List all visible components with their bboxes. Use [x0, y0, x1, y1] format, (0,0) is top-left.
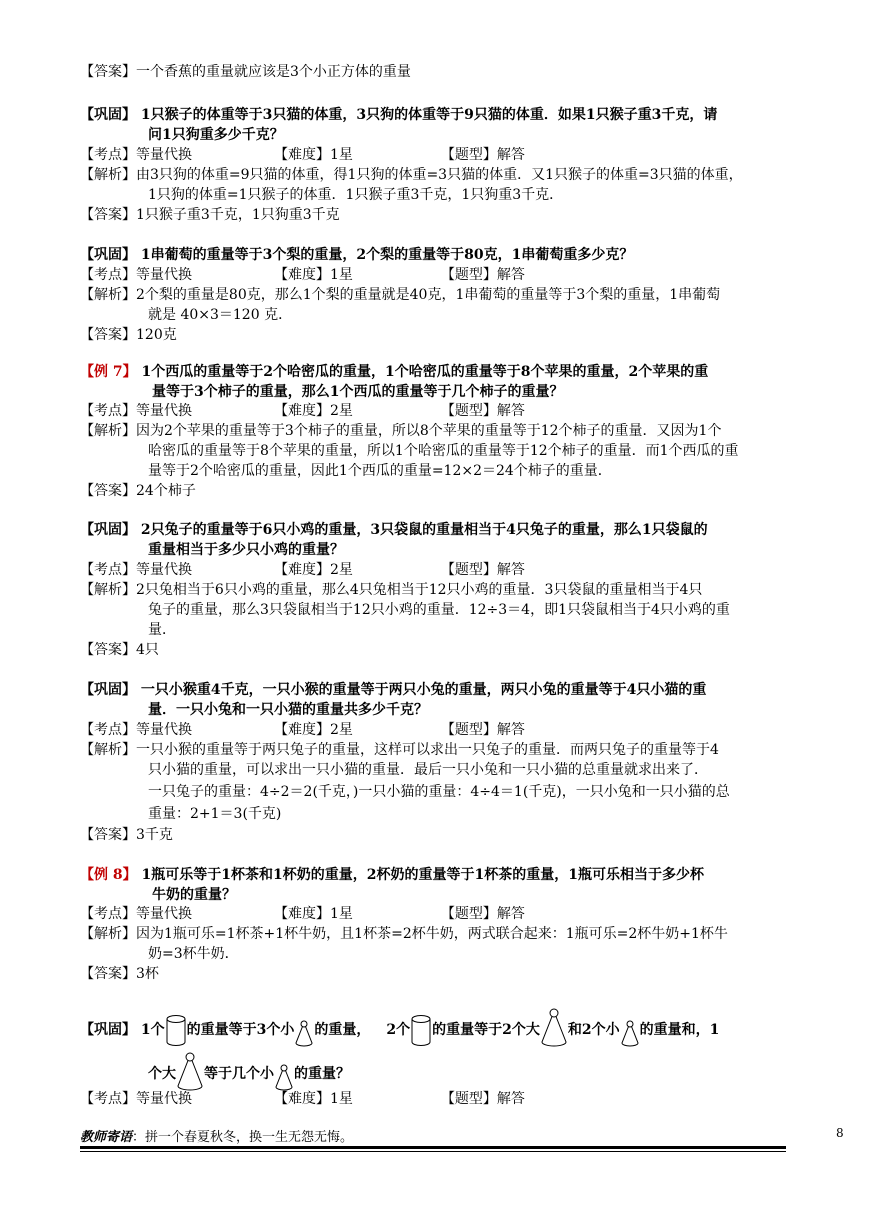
problem-7-question	[80, 1008, 719, 1044]
problem-5-answer	[80, 825, 173, 845]
tixing-label: 【题型】	[440, 147, 497, 163]
kaodian-label: 【考点】	[80, 1091, 136, 1107]
problem-5-analysis-cont	[148, 760, 708, 780]
problem-3-analysis-cont	[148, 441, 739, 461]
problem-3-analysis	[80, 421, 721, 441]
analysis-text: 只小猫的重量，可以求出一只小猫的重量．最后一只小兔和一只小猫的总重量就求出来了．	[148, 762, 708, 778]
problem-4-question-cont	[148, 540, 344, 560]
question-text: 量等于3个柿子的重量，那么1个西瓜的重量等于几个柿子的重量？	[152, 384, 564, 400]
kaodian-value: 等量代换	[136, 562, 192, 578]
gonggu-label: 【巩固】	[80, 682, 136, 698]
footer-rule-thick	[80, 1146, 786, 1149]
nandu-value: 2星	[330, 562, 353, 578]
question-text: 等于几个小	[204, 1066, 274, 1082]
answer-label: 【答案】	[80, 207, 136, 223]
problem-5-analysis-cont	[148, 804, 281, 824]
analysis-text: 因为2个苹果的重量等于3个柿子的重量，所以8个苹果的重量等于12个柿子的重量．又因为1个	[136, 423, 722, 439]
problem-2-analysis-cont	[148, 305, 292, 325]
problem-4-analysis-cont	[148, 600, 730, 620]
jiexi-label: 【解析】	[80, 287, 136, 303]
tixing-value: 解答	[496, 403, 525, 419]
answer-label: 【答案】	[80, 327, 136, 343]
problem-6-question	[80, 865, 704, 885]
question-text: 的重量，	[314, 1022, 371, 1038]
problem-3-meta	[80, 401, 525, 421]
analysis-text: 因为1瓶可乐=1杯茶+1杯牛奶，且1杯茶=2杯牛奶，两式联合起来：1瓶可乐=2杯牛奶+1杯牛	[136, 926, 728, 942]
kaodian-label: 【考点】	[80, 906, 136, 922]
answer-text: 24个柿子	[136, 483, 196, 499]
kaodian-value: 等量代换	[136, 147, 192, 163]
tixing-value: 解答	[496, 906, 525, 922]
footer-rule-thin	[80, 1151, 786, 1152]
problem-1-question	[80, 105, 717, 125]
tixing-label: 【题型】	[440, 722, 497, 738]
problem-3-analysis-cont	[148, 461, 612, 481]
answer-label: 【答案】	[80, 966, 136, 982]
problem-3-answer	[80, 481, 196, 501]
problem-7-meta	[80, 1089, 525, 1109]
problem-2-analysis	[80, 285, 720, 305]
example-tag: 【例 8】	[80, 867, 137, 883]
answer-text: 3杯	[136, 966, 159, 982]
analysis-text: 2个梨的重量是80克，那么1个梨的重量就是40克，1串葡萄的重量等于3个梨的重量，1串葡萄	[136, 287, 721, 303]
problem-5-question-cont	[148, 700, 428, 720]
problem-3-question	[80, 362, 708, 382]
analysis-text: 由3只狗的体重=9只猫的体重，得1只狗的体重=3只猫的体重．又1只猴子的体重=3只猫的体重，	[136, 167, 743, 183]
nandu-label: 【难度】	[274, 267, 330, 283]
answer-text: 一个香蕉的重量就应该是3个小正方体的重量	[136, 64, 411, 80]
analysis-text: 1只狗的体重=1只猴子的体重．1只猴子重3千克，1只狗重3千克．	[148, 187, 564, 203]
problem-2-answer	[80, 325, 177, 345]
problem-3-question-cont	[152, 382, 563, 402]
answer-text: 3千克	[136, 827, 173, 843]
analysis-text: 2只兔相当于6只小鸡的重量，那么4只兔相当于12只小鸡的重量．3只袋鼠的重量相当于4只	[136, 582, 703, 598]
answer-line	[80, 62, 411, 82]
question-text: 重量相当于多少只小鸡的重量？	[148, 542, 344, 558]
nandu-value: 2星	[330, 722, 353, 738]
question-text: 牛奶的重量？	[152, 887, 236, 903]
problem-6-answer	[80, 964, 159, 984]
problem-1-question-cont	[148, 125, 284, 145]
question-text: 和2个小	[567, 1022, 620, 1038]
question-text: 的重量等于2个大	[432, 1022, 540, 1038]
problem-1-meta	[80, 145, 525, 165]
problem-4-question	[80, 520, 708, 540]
answer-text: 4只	[136, 642, 159, 658]
nandu-label: 【难度】	[274, 147, 330, 163]
jiexi-label: 【解析】	[80, 167, 136, 183]
jiexi-label: 【解析】	[80, 742, 136, 758]
question-text: 一只小猴重4千克，一只小猴的重量等于两只小兔的重量，两只小兔的重量等于4只小猫的重	[140, 682, 707, 698]
kaodian-value: 等量代换	[136, 403, 192, 419]
nandu-value: 1星	[330, 267, 353, 283]
nandu-value: 1星	[330, 147, 353, 163]
teacher-quote	[80, 1126, 353, 1145]
question-text: 1只猴子的体重等于3只猫的体重，3只狗的体重等于9只猫的体重．如果1只猴子重3千克，请	[140, 107, 718, 123]
answer-label: 【答案】	[80, 483, 136, 499]
teacher-quote-label: 教师寄语	[80, 1130, 133, 1145]
example-tag: 【例 7】	[80, 364, 137, 380]
small-cone-icon	[274, 1064, 294, 1092]
large-cone-icon	[176, 1052, 204, 1092]
kaodian-value: 等量代换	[136, 267, 192, 283]
nandu-value: 1星	[330, 1091, 353, 1107]
answer-label: 【答案】	[80, 642, 136, 658]
problem-4-analysis-cont	[148, 620, 176, 640]
nandu-label: 【难度】	[274, 562, 330, 578]
question-text: 1串葡萄的重量等于3个梨的重量，2个梨的重量等于80克，1串葡萄重多少克？	[140, 247, 634, 263]
analysis-text: 量等于2个哈密瓜的重量，因此1个西瓜的重量=12×2＝24个柿子的重量．	[148, 463, 612, 479]
answer-label: 【答案】	[80, 827, 136, 843]
problem-5-analysis-cont	[148, 782, 730, 802]
kaodian-label: 【考点】	[80, 562, 136, 578]
analysis-text: 一只兔子的重量：4÷2＝2(千克，)一只小猫的重量：4÷4＝1(千克)，一只小兔和一只小猫的总	[148, 784, 730, 800]
tixing-value: 解答	[496, 722, 525, 738]
kaodian-value: 等量代换	[136, 1091, 192, 1107]
small-cone-icon	[620, 1020, 640, 1048]
jiexi-label: 【解析】	[80, 423, 136, 439]
gonggu-label: 【巩固】	[80, 1022, 136, 1038]
nandu-label: 【难度】	[274, 906, 330, 922]
nandu-value: 1星	[330, 906, 353, 922]
nandu-label: 【难度】	[274, 1091, 330, 1107]
jiexi-label: 【解析】	[80, 926, 136, 942]
gonggu-label: 【巩固】	[80, 522, 136, 538]
tixing-label: 【题型】	[440, 1091, 497, 1107]
kaodian-label: 【考点】	[80, 403, 136, 419]
problem-5-analysis	[80, 740, 719, 760]
question-text: 的重量？	[294, 1066, 350, 1082]
nandu-label: 【难度】	[274, 722, 330, 738]
question-text: 个大	[148, 1066, 176, 1082]
kaodian-value: 等量代换	[136, 722, 192, 738]
question-text: 2只兔子的重量等于6只小鸡的重量，3只袋鼠的重量相当于4只兔子的重量，那么1只袋鼠的	[140, 522, 708, 538]
analysis-text: 一只小猴的重量等于两只兔子的重量，这样可以求出一只兔子的重量．而两只兔子的重量等于4	[136, 742, 719, 758]
tixing-label: 【题型】	[440, 267, 497, 283]
question-text: 问1只狗重多少千克？	[148, 127, 284, 143]
question-text: 1瓶可乐等于1杯茶和1杯奶的重量，2杯奶的重量等于1杯茶的重量，1瓶可乐相当于多少杯	[141, 867, 704, 883]
problem-7-question-cont	[148, 1052, 350, 1092]
gonggu-label: 【巩固】	[80, 107, 136, 123]
cylinder-icon	[165, 1014, 187, 1048]
question-text: 1个	[140, 1022, 165, 1038]
kaodian-label: 【考点】	[80, 267, 136, 283]
teacher-quote-text: ：拼一个春夏秋冬，换一生无怨无悔。	[132, 1130, 354, 1145]
problem-5-meta	[80, 720, 525, 740]
analysis-text: 兔子的重量，那么3只袋鼠相当于12只小鸡的重量．12÷3＝4，即1只袋鼠相当于4只小鸡的重	[148, 602, 730, 618]
analysis-text: 奶=3杯牛奶．	[148, 946, 239, 962]
tixing-label: 【题型】	[440, 562, 497, 578]
kaodian-label: 【考点】	[80, 147, 136, 163]
question-text: 的重量等于3个小	[186, 1022, 295, 1038]
kaodian-value: 等量代换	[136, 906, 192, 922]
problem-5-question	[80, 680, 706, 700]
cylinder-icon	[410, 1014, 432, 1048]
answer-label: 【答案】	[80, 64, 136, 80]
tixing-label: 【题型】	[440, 403, 497, 419]
question-text: 的重量和，1	[639, 1022, 720, 1038]
problem-6-meta	[80, 904, 525, 924]
analysis-text: 哈密瓜的重量等于8个苹果的重量，所以1个哈密瓜的重量等于12个柿子的重量．而1个西瓜的重	[148, 443, 739, 459]
kaodian-label: 【考点】	[80, 722, 136, 738]
question-text: 1个西瓜的重量等于2个哈密瓜的重量，1个哈密瓜的重量等于8个苹果的重量，2个苹果的重	[141, 364, 709, 380]
tixing-value: 解答	[496, 562, 525, 578]
tixing-value: 解答	[496, 147, 525, 163]
problem-4-analysis	[80, 580, 702, 600]
large-cone-icon	[540, 1008, 568, 1048]
nandu-label: 【难度】	[274, 403, 330, 419]
tixing-value: 解答	[496, 267, 525, 283]
answer-text: 1只猴子重3千克，1只狗重3千克	[136, 207, 340, 223]
problem-6-question-cont	[152, 885, 236, 905]
nandu-value: 2星	[330, 403, 353, 419]
tixing-label: 【题型】	[440, 906, 497, 922]
tixing-value: 解答	[496, 1091, 525, 1107]
problem-2-meta	[80, 265, 525, 285]
problem-1-analysis	[80, 165, 743, 185]
problem-4-meta	[80, 560, 525, 580]
analysis-text: 量．	[148, 622, 176, 638]
problem-6-analysis-cont	[148, 944, 239, 964]
problem-1-analysis-cont	[148, 185, 563, 205]
problem-4-answer	[80, 640, 159, 660]
analysis-text: 就是 40×3＝120 克．	[148, 307, 293, 323]
answer-text: 120克	[136, 327, 177, 343]
analysis-text: 重量：2+1＝3(千克)	[148, 806, 282, 822]
jiexi-label: 【解析】	[80, 582, 136, 598]
gonggu-label: 【巩固】	[80, 247, 136, 263]
problem-1-answer	[80, 205, 340, 225]
problem-2-question	[80, 245, 633, 265]
small-cone-icon	[294, 1020, 314, 1048]
question-text: 量．一只小兔和一只小猫的重量共多少千克？	[148, 702, 428, 718]
page-number: 8	[836, 1126, 844, 1140]
problem-6-analysis	[80, 924, 728, 944]
question-text: 2个	[386, 1022, 411, 1038]
